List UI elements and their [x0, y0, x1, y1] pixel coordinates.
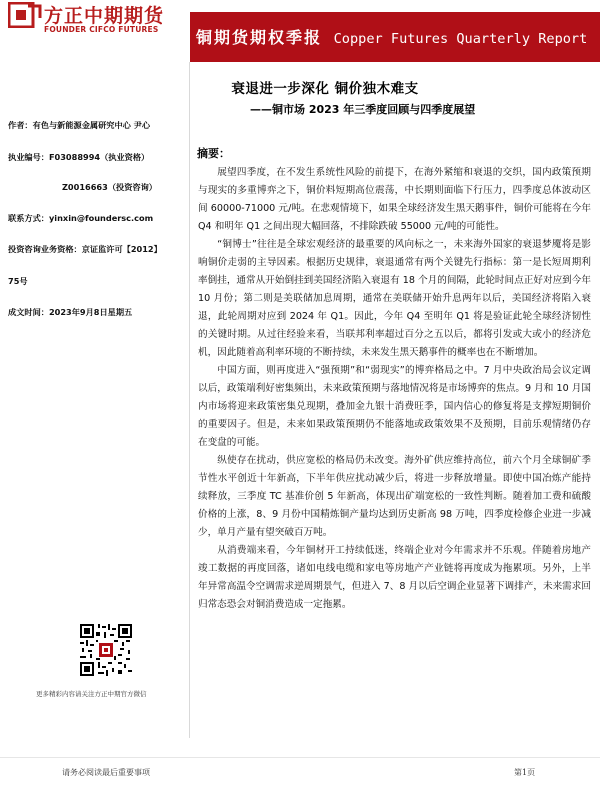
company-logo: [0, 0, 190, 62]
qualification-line-2: 75号: [8, 276, 28, 286]
report-series-title: [190, 25, 600, 48]
page-number: 第1页: [514, 768, 536, 777]
report-subtitle: ——铜市场 2023 年三季度回顾与四季度展望: [250, 103, 476, 116]
column-divider: [189, 62, 190, 738]
footer-divider: [0, 757, 600, 758]
consult-number: Z0016663（投资咨询）: [62, 182, 157, 192]
abstract-body: [198, 164, 591, 614]
report-series-title-en: Copper Futures Quarterly Report: [333, 31, 588, 47]
logo-text-cn: 方正中期期货: [44, 5, 165, 27]
company-logo-icon: [8, 2, 42, 28]
report-header: [0, 0, 600, 62]
paragraph-supply: 纵使存在扰动，供应宽松的格局仍未改变。海外矿供应维持高位，前六个月全球铜矿季节性水平创近十年新高，下半年供应扰动减少后，将进一步释放增量。即使中国冶炼产能持续释放，三季度 TC 基准价创 5 年新高，体现出矿端宽松的一致性判断。随着加工费和硫酸价格的上涨，8、9 月份中国精炼铜产量均达到历史新高 98 万吨，四季度检修企业进一步减少，单月产量有望突破百万吨。: [198, 455, 591, 538]
contact-email: 联系方式：yinxin@foundersc.com: [8, 213, 154, 223]
author-line: 作者：有色与新能源金属研究中心 尹心: [8, 120, 151, 130]
wechat-qr-code: [80, 624, 132, 676]
report-title: 衰退进一步深化 铜价独木难支: [231, 81, 419, 97]
license-number: 执业编号：F03088994（执业资格）: [8, 152, 150, 162]
report-date: 成文时间：2023年9月8日星期五: [8, 307, 133, 317]
paragraph-macro: “铜博士”往往是全球宏观经济的最重要的风向标之一，未来海外国家的衰退梦魇将是影响铜价走弱的主导因素。根据历史规律，衰退通常有两个关键先行指标：第一是长短周期利率倒挂，通常从开始倒挂到美国经济陷入衰退有 18 个月的间隔，此轮时间点正好对应到今年 10 月份；第二则是美联储加息周期，通常在美联储开始升息两年以后，美国经济将陷入衰退，此轮周期对应到 2024 年 Q1。因此，今年 Q4 至明年 Q1 将是验证此轮全球经济韧性的关键时期。从过往经验来看，当联邦利率超过百分之五以后，都将引发或大或小的经济危机，因此随着高利率环境的不断持续，未来发生黑天鹅事件的概率也在不断增加。: [198, 239, 591, 358]
paragraph-china: 中国方面，则再度进入“强预期”和“弱现实”的博弈格局之中。7 月中央政治局会议定调以后，政策端利好密集频出，未来政策预期与落地情况将是市场博弈的焦点。9 月和 10 月国内市场将迎来政策密集兑现期，叠加金九银十消费旺季，国内信心的修复将是支撑短期铜价的重要因子。但是，未来如果政策预期仍不能落地或政策效果不及预期，目前乐观情绪仍存在变盘的可能。: [198, 365, 591, 448]
qr-caption: 更多精彩内容请关注方正中期官方微信: [36, 690, 147, 698]
header-band: [190, 12, 600, 62]
paragraph-demand: 从消费端来看，今年铜材开工持续低迷，终端企业对今年需求并不乐观。伴随着房地产竣工数据的再度回落，诸如电线电缆和家电等房地产产业链将再度成为拖累项。另外，上半年异常高温令空调需求逆周期景气，但进入 7、8 月以后空调企业显著下调排产，未来需求回归常态恐会对铜消费造成一定拖累。: [198, 545, 591, 610]
footer-disclaimer: 请务必阅读最后重要事项: [62, 768, 150, 777]
logo-text-en: FOUNDER CIFCO FUTURES: [44, 25, 159, 34]
report-series-title-cn: 铜期货期权季报: [196, 28, 323, 47]
abstract-label: 摘要：: [197, 147, 230, 160]
paragraph-outlook: 展望四季度，在不发生系统性风险的前提下，在海外紧缩和衰退的交织，国内政策预期与现实的多重博弈之下，铜价料短期高位震荡，中长期则面临下行压力，四季度总体波动区间 60000-71000 元/吨。在悲观情境下，如果全球经济发生黑天鹅事件，铜价可能将在今年 Q4 和明年 Q1 之间出现大幅回落，不排除跌破 55000 元/吨的可能性。: [198, 167, 591, 232]
qualification-line-1: 投资咨询业务资格：京证监许可【2012】: [8, 244, 162, 254]
